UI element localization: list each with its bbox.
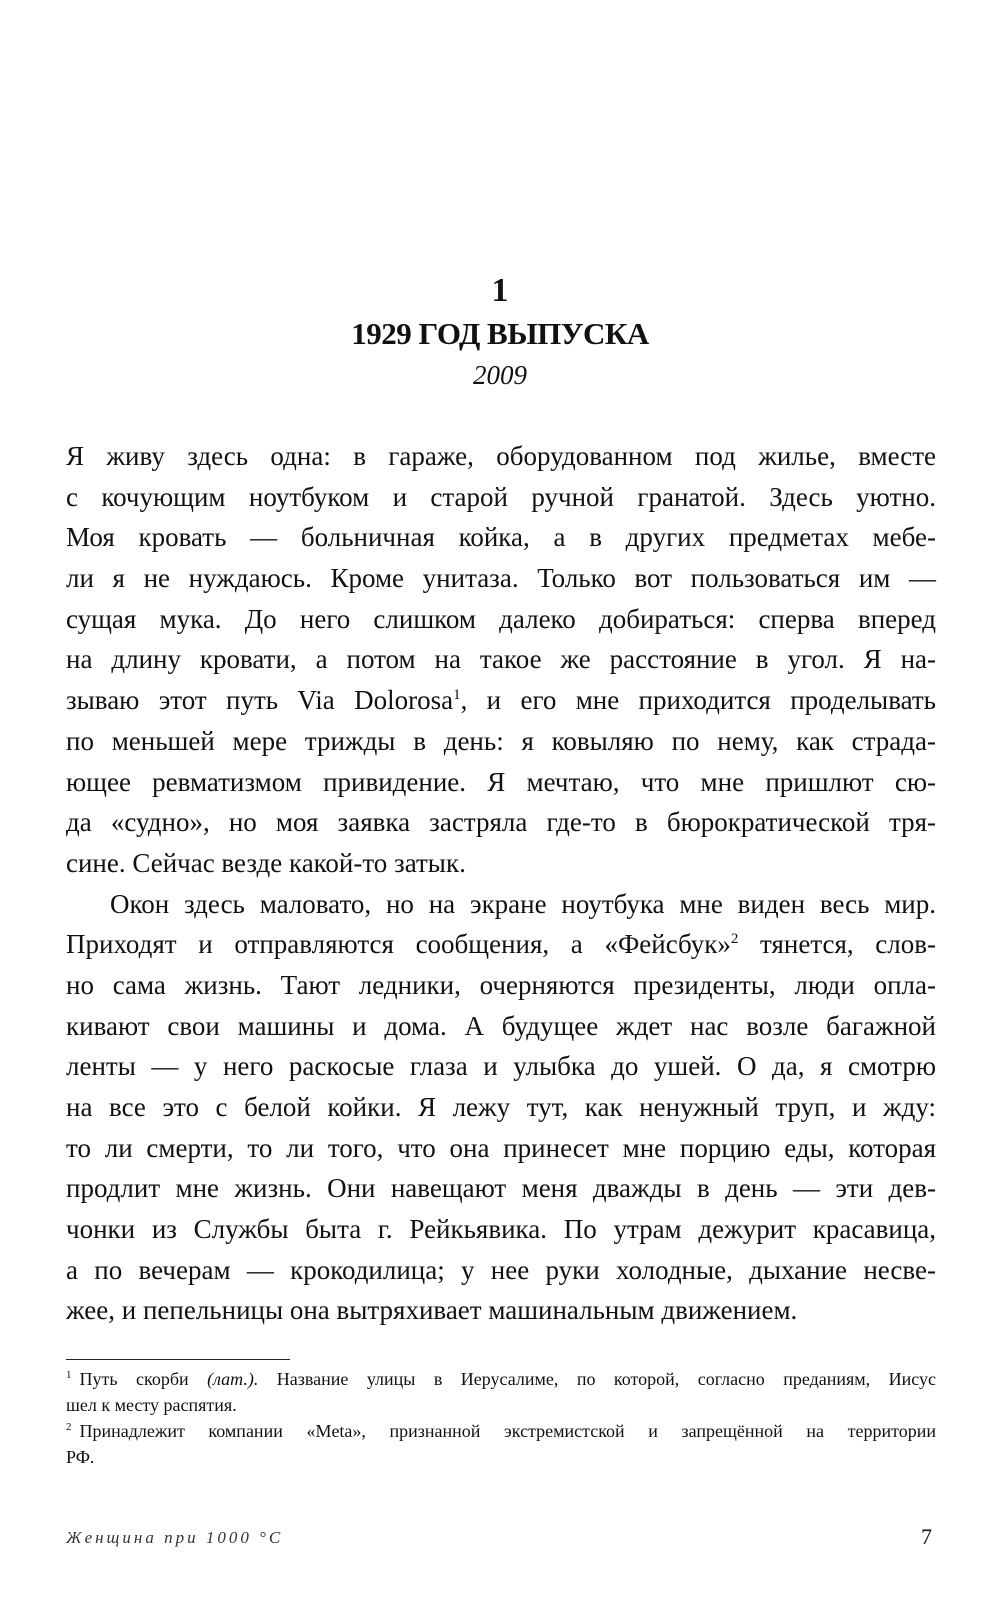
text-line: но сама жизнь. Тают ледники, очерняются президенты, люди опла- <box>66 969 936 1000</box>
text-line: чонки из Службы быта г. Рейкьявика. По утрам дежурит красавица, <box>66 1214 936 1245</box>
text-line: продлит мне жизнь. Они навещают меня дважды в день — эти дев- <box>66 1173 936 1204</box>
chapter-title: 1929 ГОД ВЫПУСКА <box>351 316 649 351</box>
text-line: а по вечерам — крокодилица; у нее руки холодные, дыхание несве- <box>66 1254 936 1285</box>
text-line: то ли смерти, то ли того, что она принесет мне порцию еды, которая <box>66 1132 936 1163</box>
footnote-divider <box>66 1359 290 1360</box>
text-fragment: Название улицы в Иерусалиме, по которой, согласно преданиям, Иисус <box>258 1369 936 1389</box>
text-fragment: (лат.). <box>207 1369 259 1389</box>
text-line: Я живу здесь одна: в гараже, оборудованном под жилье, вместе <box>66 441 936 471</box>
text-line: сущая мука. До него слишком далеко добираться: сперва вперед <box>66 603 936 634</box>
footnote-1-line: шел к месту распятия. <box>66 1395 237 1415</box>
text-line <box>66 924 936 965</box>
footnote-2-line: РФ. <box>66 1447 95 1467</box>
text-line: да «судно», но моя заявка застряла где-то в бюрократической тря- <box>66 807 936 838</box>
text-fragment: Принадлежит компании «Meta», признанной экстремистской и запрещённой на территории <box>79 1421 936 1441</box>
chapter-year: 2009 <box>473 360 527 390</box>
text-line: Окон здесь маловато, но на экране ноутбука мне виден весь мир. <box>110 888 936 919</box>
footnote-mark: 1 <box>66 1369 72 1381</box>
text-line: ленты — у него раскосые глаза и улыбка до ушей. О да, я смотрю <box>66 1051 936 1082</box>
text-line: Моя кровать — больничная койка, а в других предметах мебе- <box>66 522 936 553</box>
text-line: кивают свои машины и дома. А будущее ждет нас возле багажной <box>66 1010 936 1041</box>
text-fragment: Приходят и отправляются сообщения, а «Фейсбук» <box>66 929 731 960</box>
text-fragment: , и его мне приходится проделывать <box>460 685 936 716</box>
text-line: на длину кровати, а потом на такое же расстояние в угол. Я на- <box>66 644 936 675</box>
text-line: ли я не нуждаюсь. Кроме унитаза. Только вот пользоваться им — <box>66 563 936 594</box>
text-line: на все это с белой койки. Я лежу тут, как ненужный труп, и жду: <box>66 1092 936 1122</box>
text-line: ющее ревматизмом привидение. Я мечтаю, что мне пришлют сю- <box>66 766 936 797</box>
text-fragment: зываю этот путь Via Dolorosa <box>66 685 454 716</box>
footnote-reference[interactable]: 1 <box>453 687 461 704</box>
main-text <box>66 436 936 1331</box>
footnote-reference[interactable]: 2 <box>730 931 739 948</box>
running-title: Женщина при 1000 °C <box>66 1528 284 1547</box>
text-line: с кочующим ноутбуком и старой ручной гранатой. Здесь уютно. <box>66 481 936 512</box>
text-fragment: Путь скорби <box>79 1369 208 1389</box>
page-number: 7 <box>921 1524 932 1549</box>
text-line <box>66 680 936 721</box>
footnote-2-line <box>66 1418 936 1444</box>
footnotes <box>66 1366 936 1470</box>
chapter-number: 1 <box>491 272 509 309</box>
footnote-1-line <box>66 1366 936 1392</box>
text-fragment: тянется, слов- <box>738 929 936 960</box>
text-line: сине. Сейчас везде какой-то затык. <box>66 847 466 878</box>
text-line: жее, и пепельницы она вытряхивает машинальным движением. <box>66 1295 798 1326</box>
text-line: по меньшей мере трижды в день: я ковыляю по нему, как страда- <box>66 725 936 756</box>
footnote-mark: 2 <box>66 1421 72 1433</box>
